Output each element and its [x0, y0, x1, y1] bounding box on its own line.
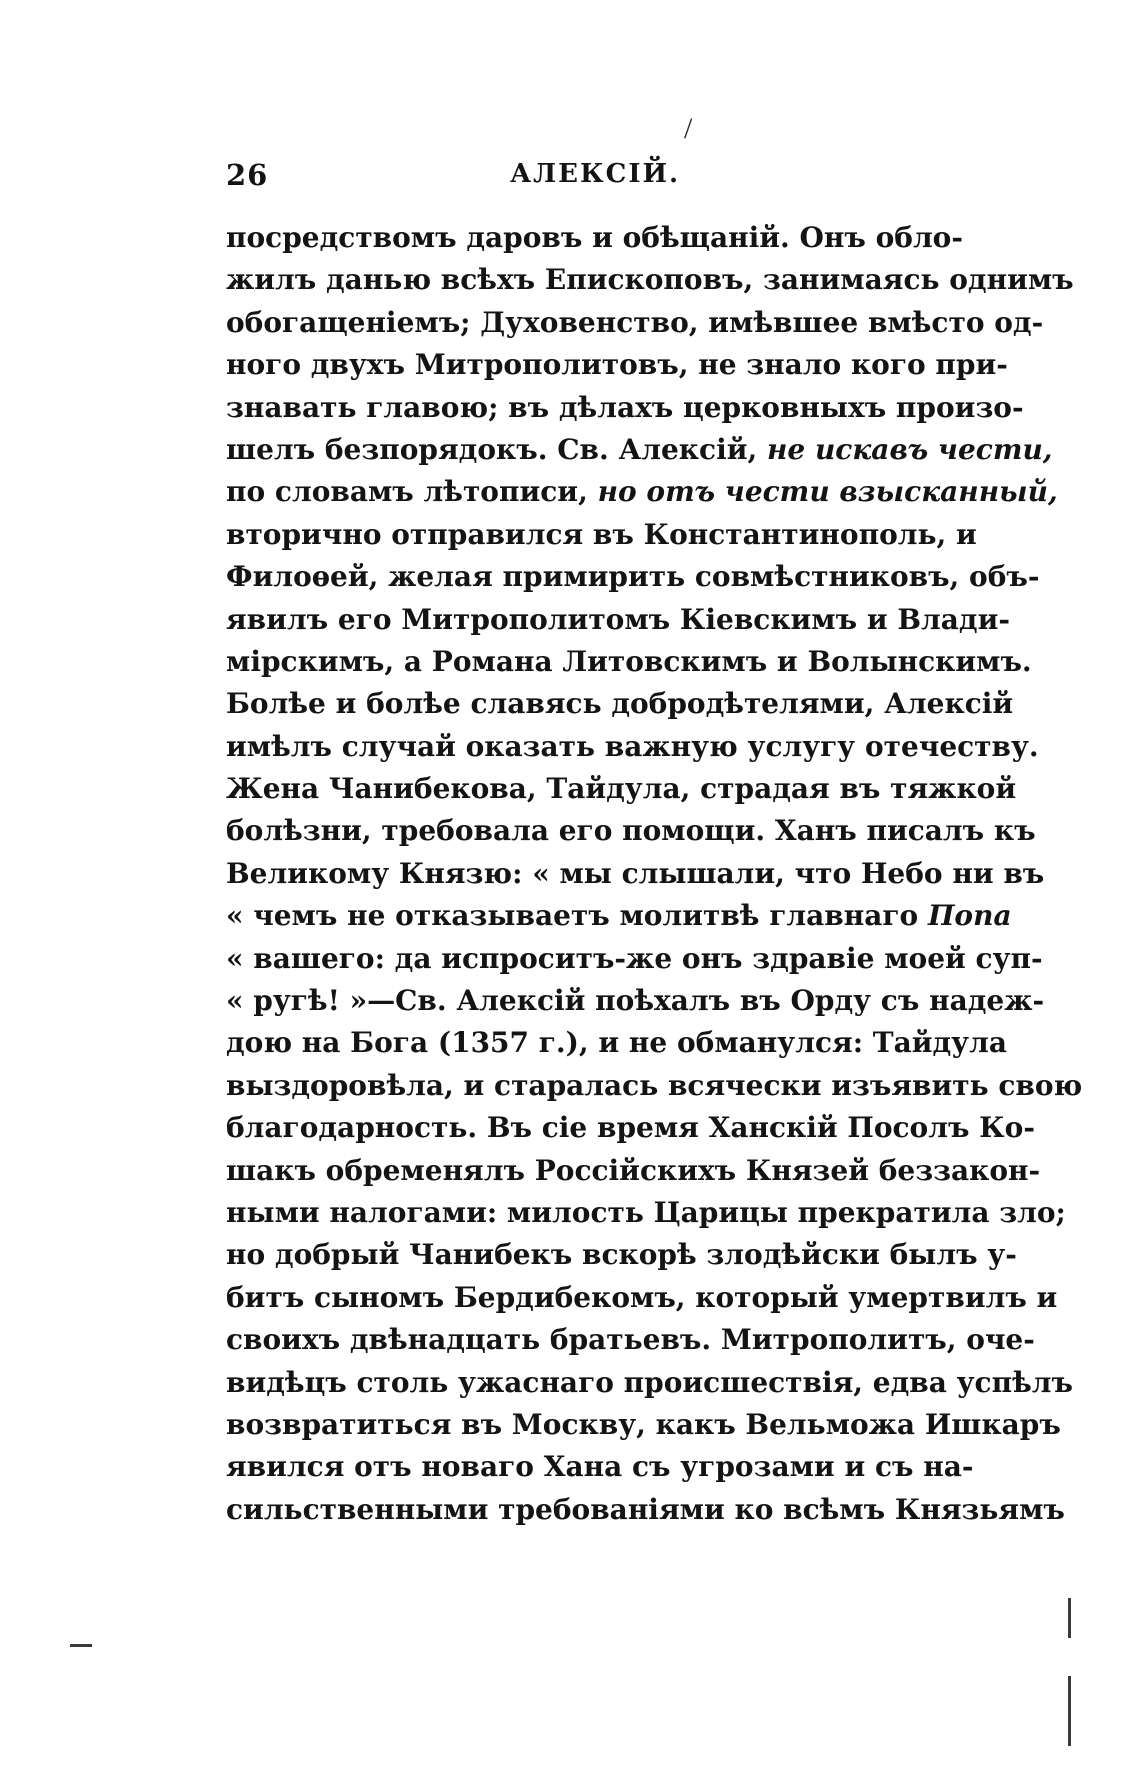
- text-line: [226, 344, 1008, 386]
- text-line-roman: Филоѳей, желая примирить совмѣстниковъ, объ-: [226, 560, 1040, 594]
- text-line: [226, 302, 1044, 344]
- text-line-roman: ными налогами: милость Царицы прекратила зло;: [226, 1195, 1066, 1229]
- text-line-roman: посредствомъ даровъ и обѣщаній. Онъ обло-: [226, 221, 963, 254]
- text-line-roman: видѣцъ столь ужаснаго происшествія, едва успѣлъ: [226, 1365, 1073, 1399]
- text-line-roman: Болѣе и болѣе славясь добродѣтелями, Алексій: [226, 687, 1014, 721]
- text-line-roman: Великому Князю: « мы слышали, что Небо ни въ: [226, 856, 1045, 890]
- text-line: [226, 810, 1036, 852]
- text-line-roman: ного двухъ Митрополитовъ, не знало кого при-: [226, 348, 1008, 382]
- text-line-roman: имѣлъ случай оказать важную услугу отечеству.: [226, 729, 1039, 763]
- text-line-roman: битъ сыномъ Бердибекомъ, который умертвилъ и: [226, 1280, 1058, 1314]
- text-line-roman: но добрый Чанибекъ вскорѣ злодѣйски былъ у-: [226, 1238, 1017, 1272]
- margin-bar-mark: [1068, 1598, 1071, 1638]
- text-line: [226, 895, 1012, 937]
- text-line: [226, 1489, 1065, 1531]
- text-line-roman: обогащеніемъ; Духовенство, имѣвшее вмѣсто од-: [226, 305, 1044, 339]
- text-line: [226, 683, 1014, 725]
- text-line: [226, 471, 1058, 513]
- text-line: [226, 1234, 1017, 1276]
- text-line: [226, 980, 1045, 1022]
- text-line: [226, 1446, 974, 1488]
- text-line-roman: « ругѣ! »—Св. Алексій поѣхалъ въ Орду съ надеж-: [226, 984, 1045, 1018]
- page-number: 26: [226, 158, 269, 192]
- stray-pencil-mark: /: [684, 112, 693, 145]
- text-line: [226, 1192, 1066, 1234]
- text-line: [226, 514, 977, 556]
- text-line: [226, 853, 1045, 895]
- text-line-roman: мірскимъ, а Романа Литовскимъ и Волынскимъ.: [226, 644, 1032, 678]
- text-line: [226, 1277, 1058, 1319]
- text-line: [226, 429, 1053, 471]
- text-line-roman: знавать главою; въ дѣлахъ церковныхъ произо-: [226, 390, 1024, 424]
- text-line-roman: болѣзни, требовала его помощи. Ханъ писалъ къ: [226, 814, 1036, 848]
- body-text: [226, 217, 1083, 1531]
- text-line: [226, 1319, 1035, 1361]
- text-line: [226, 768, 1017, 810]
- text-line: [226, 599, 1010, 641]
- text-line: [226, 1150, 1041, 1192]
- text-line-roman: дою на Бога (1357 г.), и не обманулся: Тайдула: [226, 1026, 1007, 1060]
- text-line: [226, 641, 1032, 683]
- text-line-roman: « вашего: да испроситъ-же онъ здравіе моей суп-: [226, 941, 1043, 975]
- text-line-roman: по словамъ лѣтописи,: [226, 475, 598, 509]
- text-line: [226, 938, 1043, 980]
- text-line-roman: возвратиться въ Москву, какъ Вельможа Ишкаръ: [226, 1407, 1061, 1441]
- text-line: [226, 1107, 1035, 1149]
- margin-dash-mark: [70, 1644, 92, 1647]
- text-line-roman: благодарность. Въ сіе время Ханскій Посолъ Ко-: [226, 1111, 1035, 1145]
- text-line-roman: явился отъ новаго Хана съ угрозами и съ на-: [226, 1450, 974, 1484]
- text-line-italic: не искавъ чести,: [766, 432, 1053, 466]
- text-line-roman: жилъ данью всѣхъ Епископовъ, занимаясь однимъ: [226, 263, 1074, 297]
- text-line: [226, 1065, 1083, 1107]
- margin-bar-mark: [1068, 1676, 1071, 1746]
- running-head: АЛЕКСІЙ.: [510, 159, 681, 189]
- text-line: [226, 1022, 1007, 1064]
- text-line-italic: Попа: [927, 899, 1012, 933]
- text-line-roman: « чемъ не отказываетъ молитвѣ главнаго: [226, 899, 928, 933]
- text-line-roman: Жена Чанибекова, Тайдула, страдая въ тяжкой: [226, 772, 1017, 806]
- text-line-roman: выздоровѣла, и старалась всячески изъявить свою: [226, 1068, 1083, 1102]
- text-line: [226, 1404, 1061, 1446]
- text-line-roman: шелъ безпорядокъ. Св. Алексій,: [226, 432, 767, 466]
- page-header: [226, 158, 946, 198]
- text-line: [226, 387, 1024, 429]
- text-line-roman: вторично отправился въ Константинополь, и: [226, 517, 977, 551]
- text-line: [226, 726, 1039, 768]
- text-line: [226, 1362, 1073, 1404]
- text-line: [226, 217, 963, 259]
- text-line: [226, 259, 1074, 301]
- text-line-roman: своихъ двѣнадцать братьевъ. Митрополитъ, оче-: [226, 1323, 1035, 1357]
- text-line-italic: но отъ чести взысканный,: [597, 475, 1058, 509]
- text-line-roman: сильственными требованіями ко всѣмъ Князьямъ: [226, 1492, 1065, 1526]
- text-line-roman: явилъ его Митрополитомъ Кіевскимъ и Влади-: [226, 602, 1010, 636]
- text-line-roman: шакъ обременялъ Россійскихъ Князей беззакон-: [226, 1153, 1041, 1187]
- text-line: [226, 556, 1040, 598]
